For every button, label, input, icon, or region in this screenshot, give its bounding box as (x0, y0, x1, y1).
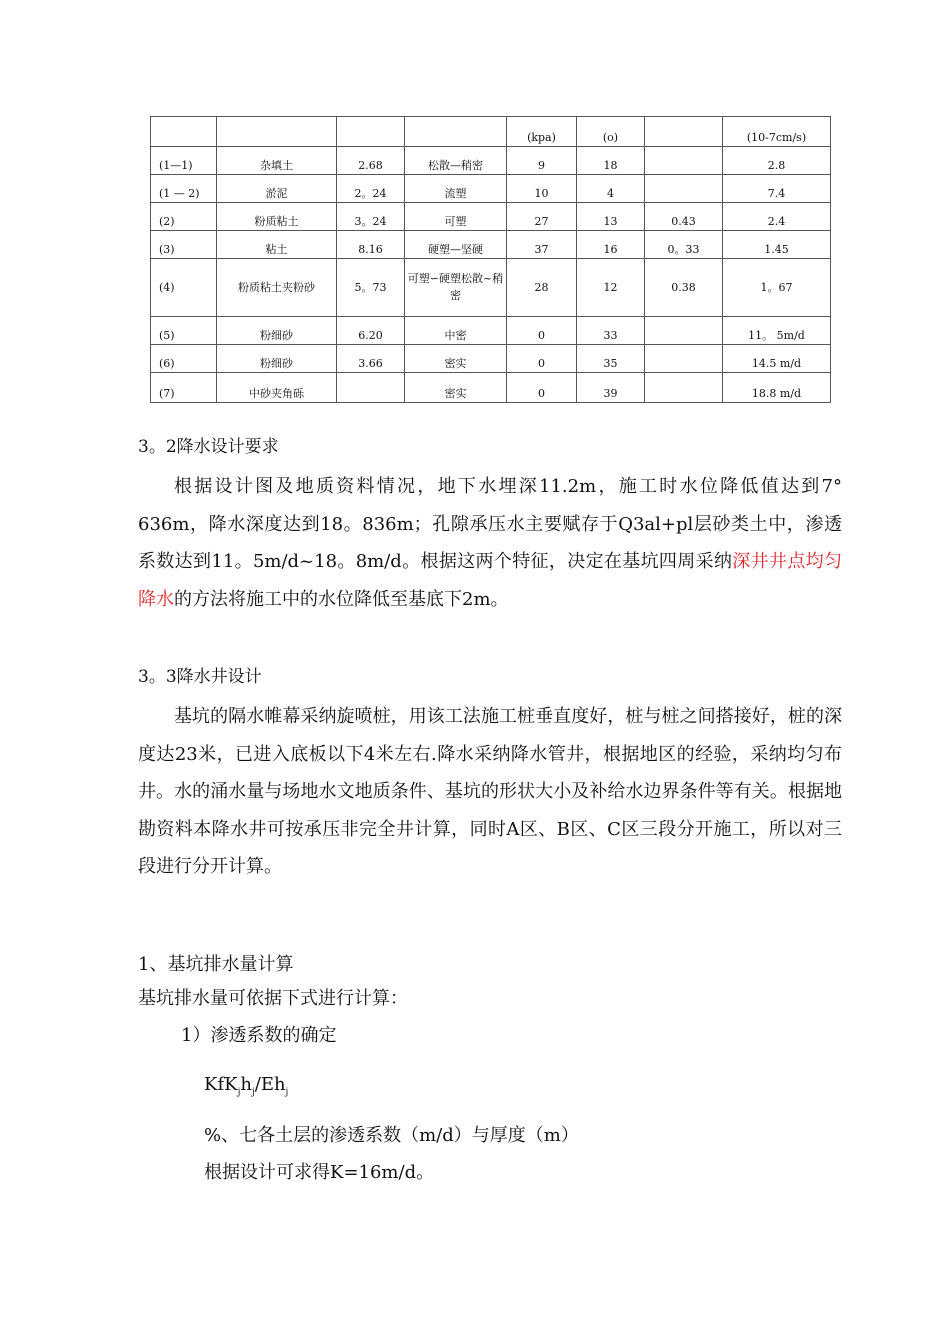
table-cell: 密实 (405, 345, 507, 373)
table-cell (645, 147, 723, 175)
table-cell: 硬塑—坚硬 (405, 231, 507, 259)
table-header-cell (405, 117, 507, 147)
formula-sub: j (285, 1087, 289, 1098)
table-cell: 18.8 m/d (723, 373, 831, 403)
table-cell: 杂填土 (217, 147, 337, 175)
table-cell: 可塑∽硬塑松散~稍密 (405, 259, 507, 317)
table-cell: 35 (577, 345, 645, 373)
para-text: 根据设计图及地质资料情况，地下水埋深11.2m，施工时水位降低值达到7° 636m，降水深度达到18。836m；孔隙承压水主要赋存于Q3al+pl层砂类土中，渗透系数达到11。5m/d~18。8m/d。根据这两个特征，决定在基坑四周采纳 (138, 476, 842, 572)
table-cell (645, 373, 723, 403)
highlight-text: 深井井点均匀降水 (138, 551, 842, 610)
table-row (151, 345, 831, 373)
table-cell: 中密 (405, 317, 507, 345)
table-cell: 1.45 (723, 231, 831, 259)
formula-sub: j (237, 1087, 241, 1098)
table-cell: 密实 (405, 373, 507, 403)
table-cell: 37 (507, 231, 577, 259)
table-header-cell: (10-7cm/s) (723, 117, 831, 147)
table-cell: 13 (577, 203, 645, 231)
table-cell: 粉质粘土 (217, 203, 337, 231)
table-cell: 33 (577, 317, 645, 345)
table-cell: (3) (151, 231, 217, 259)
table-row (151, 373, 831, 403)
formula-part: /Eh (254, 1074, 286, 1095)
para-text-end: 的方法将施工中的水位降低至基底下2m。 (174, 588, 509, 610)
table-cell: 27 (507, 203, 577, 231)
calc-intro: 基坑排水量可依据下式进行计算： (138, 988, 408, 1009)
table-cell: (7) (151, 373, 217, 403)
formula (204, 1074, 288, 1104)
table-cell: 3。24 (337, 203, 405, 231)
table-cell: 9 (507, 147, 577, 175)
table-cell: 淤泥 (217, 175, 337, 203)
section-3-2-paragraph (138, 468, 842, 618)
table-cell: 5。73 (337, 259, 405, 317)
calc-result: 根据设计可求得K=16m/d。 (204, 1162, 435, 1183)
table-cell: 0.43 (645, 203, 723, 231)
table-cell: 8.16 (337, 231, 405, 259)
formula-part: h (240, 1074, 252, 1095)
table-header-cell: (o) (577, 117, 645, 147)
section-3-3-paragraph: 基坑的隔水帷幕采纳旋喷桩，用该工法施工桩垂直度好，桩与桩之间搭接好，桩的深度达23米，已进入底板以下4米左右.降水采纳降水管井，根据地区的经验，采纳均匀布井。水的涌水量与场地水文地质条件、基坑的形状大小及补给水边界条件等有关。根据地勘资料本降水井可按承压非完全井计算，同时A区、B区、C区三段分开施工，所以对三段进行分开计算。 (138, 706, 842, 877)
table-cell: 10 (507, 175, 577, 203)
table-cell: 可塑 (405, 203, 507, 231)
calc-heading: 1、基坑排水量计算 (138, 954, 294, 975)
table-cell (645, 345, 723, 373)
table-cell: 2.68 (337, 147, 405, 175)
table-row (151, 259, 831, 317)
table-header-row (151, 117, 831, 147)
table-cell: 2.4 (723, 203, 831, 231)
table-cell: 2.8 (723, 147, 831, 175)
table-cell (337, 373, 405, 403)
table-cell: (1 — 2) (151, 175, 217, 203)
table-cell: 0.38 (645, 259, 723, 317)
table-row (151, 203, 831, 231)
table-cell: 粉细砂 (217, 317, 337, 345)
calc-sub-heading: 1）渗透系数的确定 (181, 1025, 337, 1046)
table-cell: 0。33 (645, 231, 723, 259)
table-cell: 粉质粘土夹粉砂 (217, 259, 337, 317)
table-cell: 18 (577, 147, 645, 175)
table-header-cell (217, 117, 337, 147)
table-cell: 28 (507, 259, 577, 317)
table-cell: 0 (507, 317, 577, 345)
table-cell: (6) (151, 345, 217, 373)
table-cell: 11。 5m/d (723, 317, 831, 345)
table-cell (645, 317, 723, 345)
table-cell: 粉细砂 (217, 345, 337, 373)
table-cell: 4 (577, 175, 645, 203)
section-3-2-heading: 3。2降水设计要求 (138, 437, 279, 457)
table-row (151, 317, 831, 345)
table-cell: 松散—稍密 (405, 147, 507, 175)
table-cell: 2。24 (337, 175, 405, 203)
table-cell: 14.5 m/d (723, 345, 831, 373)
table-header-cell (151, 117, 217, 147)
table-cell: (5) (151, 317, 217, 345)
table-cell: (4) (151, 259, 217, 317)
table-row (151, 175, 831, 203)
table-cell: 流塑 (405, 175, 507, 203)
table-cell: 粘土 (217, 231, 337, 259)
formula-note: %、七各土层的渗透系数（m/d）与厚度（m） (204, 1125, 579, 1146)
table-cell: 39 (577, 373, 645, 403)
formula-part: KfK (204, 1074, 238, 1095)
table-cell: 16 (577, 231, 645, 259)
table-cell: 0 (507, 345, 577, 373)
table-cell: 0 (507, 373, 577, 403)
table-header-cell: (kpa) (507, 117, 577, 147)
table-row (151, 147, 831, 175)
table-header-cell (337, 117, 405, 147)
table-cell: 1。67 (723, 259, 831, 317)
table-header-cell (645, 117, 723, 147)
table-cell: (2) (151, 203, 217, 231)
table-cell: 12 (577, 259, 645, 317)
table-cell: (1—1) (151, 147, 217, 175)
formula-sub: j (251, 1087, 255, 1098)
section-3-3-heading: 3。3降水井设计 (138, 667, 262, 687)
soil-parameter-table (150, 116, 831, 403)
table-cell (645, 175, 723, 203)
table-cell: 6.20 (337, 317, 405, 345)
table-row (151, 231, 831, 259)
table-cell: 7.4 (723, 175, 831, 203)
table-cell: 中砂夹角砾 (217, 373, 337, 403)
table-cell: 3.66 (337, 345, 405, 373)
